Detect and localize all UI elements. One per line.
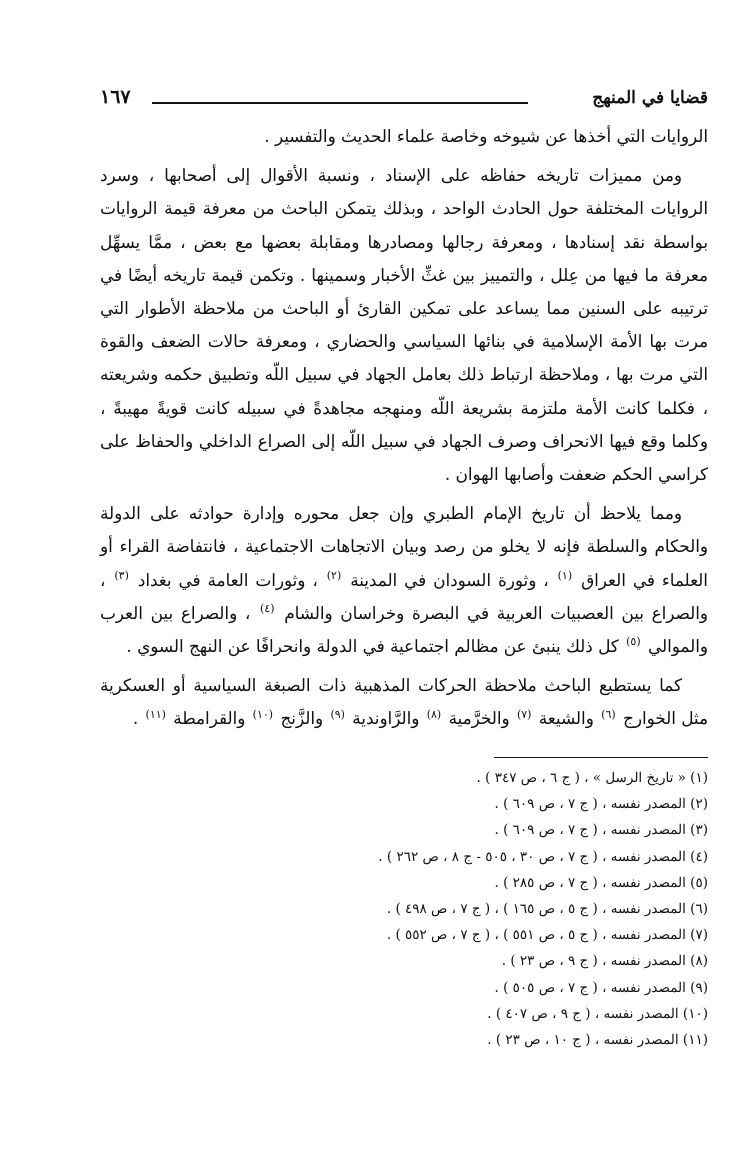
running-title: قضايا في المنهج bbox=[592, 88, 708, 108]
footnote-reference: (٦) bbox=[601, 707, 616, 721]
text-segment: كما يستطيع الباحث ملاحظة الحركات المذهبية ذات الصبغة السياسية أو العسكرية مثل الخوارج bbox=[100, 675, 708, 729]
text-segment: والخرَّمية bbox=[448, 708, 510, 729]
footnote-item: (٩) المصدر نفسه ، ( ج ٧ ، ص ٥٠٥ ) . bbox=[494, 979, 708, 996]
text-segment: . bbox=[132, 708, 139, 729]
text-segment: ، وثورة السودان في المدينة bbox=[350, 569, 549, 590]
footnote-item: (٣) المصدر نفسه ، ( ج ٧ ، ص ٦٠٩ ) . bbox=[494, 822, 708, 839]
paragraph bbox=[100, 120, 708, 153]
page-number: ١٦٧ bbox=[100, 86, 131, 108]
text-segment: ومما يلاحظ أن تاريخ الإمام الطبري وإن جعل محوره وإدارة حوادثه على الدولة والحكام والسلطة فإنه لا يخلو من رصد وبيان الاتجاهات الاجتماعية ، فانتفاضة القراء أو العلماء في العراق bbox=[100, 503, 708, 590]
footnote-item: (١٠) المصدر نفسه ، ( ج ٩ ، ص ٤٠٧ ) . bbox=[487, 1005, 708, 1022]
footnote-reference: (٥) bbox=[626, 635, 641, 649]
text-segment: ، وثورات العامة في بغداد bbox=[137, 569, 318, 590]
footnote-item: (١) « تاريخ الرسل » ، ( ج ٦ ، ص ٣٤٧ ) . bbox=[476, 770, 708, 786]
text-segment: كل ذلك ينبئ عن مظالم اجتماعية في الدولة وانحرافًا عن النهج السوي . bbox=[126, 636, 619, 657]
footnote-reference: (١١) bbox=[145, 707, 166, 721]
footnote-item: (٤) المصدر نفسه ، ( ج ٧ ، ص ٣٠ ، ٥٠٥ - ج ٨ ، ص ٢٦٢ ) . bbox=[378, 848, 708, 865]
text-segment: الروايات التي أخذها عن شيوخه وخاصة علماء الحديث والتفسير . bbox=[264, 126, 708, 146]
footnote-item: (٢) المصدر نفسه ، ( ج ٧ ، ص ٦٠٩ ) . bbox=[494, 796, 708, 813]
text-segment: والرَّاوندية bbox=[352, 708, 420, 729]
footnote-reference: (٢) bbox=[326, 569, 342, 583]
footnote-item: (٧) المصدر نفسه ، ( ج ٥ ، ص ٥٥١ ) ، ( ج ٧ ، ص ٥٥٢ ) . bbox=[386, 927, 708, 944]
header-rule bbox=[152, 102, 528, 104]
footnote-item: (٥) المصدر نفسه ، ( ج ٧ ، ص ٢٨٥ ) . bbox=[494, 874, 708, 891]
text-segment: ، والصراع بين العصبيات العربية في البصرة وخراسان والشام bbox=[100, 569, 708, 623]
footnote-separator bbox=[494, 757, 708, 758]
footnote-reference: (١٠) bbox=[252, 707, 274, 721]
footnote-reference: (٧) bbox=[516, 707, 532, 721]
footnotes bbox=[100, 765, 708, 1053]
text-segment: والشيعة bbox=[538, 708, 594, 729]
footnote-reference: (٣) bbox=[114, 569, 129, 583]
paragraph bbox=[100, 497, 708, 663]
text-segment: ، والصراع بين العرب والموالي bbox=[100, 602, 708, 657]
paragraph bbox=[100, 669, 708, 735]
running-header bbox=[100, 86, 708, 122]
paragraph bbox=[100, 159, 708, 491]
footnote-reference: (٨) bbox=[426, 707, 442, 721]
footnote-reference: (٩) bbox=[330, 707, 345, 721]
main-text bbox=[100, 120, 708, 742]
footnote-item: (١١) المصدر نفسه ، ( ج ١٠ ، ص ٢٣ ) . bbox=[487, 1032, 708, 1049]
text-segment: ومن مميزات تاريخه حفاظه على الإسناد ، ونسبة الأقوال إلى أصحابها ، وسرد الروايات المختلفة حول الحادث الواحد ، وبذلك يتمكن الباحث من معرفة قيمة الروايات بواسطة نقد إسنادها ، ومعرفة رجالها ومصادرها ومقابلة بعضها مع بعض ، ممَّا يسهِّل معرفة ما فيها من عِلل ، والتمييز بين غثِّ الأخبار وسمينها . وتكمن قيمة تاريخه أيضًا في ترتيبه على السنين مما يساعد على تمكين القارئ أو الباحث من ملاحظة الأطوار التي مرت بها الأمة الإسلامية في بنائها السياسي والحضاري ، ومعرفة حالات الضعف والقوة التي مرت بها ، وملاحظة ارتباط ذلك بعامل الجهاد في سبيل اللّه وتطبيق حكمه وشريعته ، فكلما كانت الأمة ملتزمة بشريعة اللّه ومنهجه مجاهدةً في سبيله كانت قويةً مهيبةً ، وكلما وقع فيها الانحراف وصرف الجهاد في سبيل اللّه إلى الصراع الداخلي والحفاظ على كراسي الحكم ضعفت وأصابها الهوان . bbox=[100, 165, 708, 485]
footnote-item: (٦) المصدر نفسه ، ( ج ٥ ، ص ١٦٥ ) ، ( ج ٧ ، ص ٤٩٨ ) . bbox=[386, 901, 708, 918]
text-segment: والقرامطة bbox=[173, 708, 246, 729]
footnote-reference: (٤) bbox=[260, 602, 275, 616]
footnote-reference: (١) bbox=[557, 569, 573, 583]
text-segment: والزَّنج bbox=[280, 708, 324, 729]
footnote-item: (٨) المصدر نفسه ، ( ج ٩ ، ص ٢٣ ) . bbox=[501, 953, 708, 970]
